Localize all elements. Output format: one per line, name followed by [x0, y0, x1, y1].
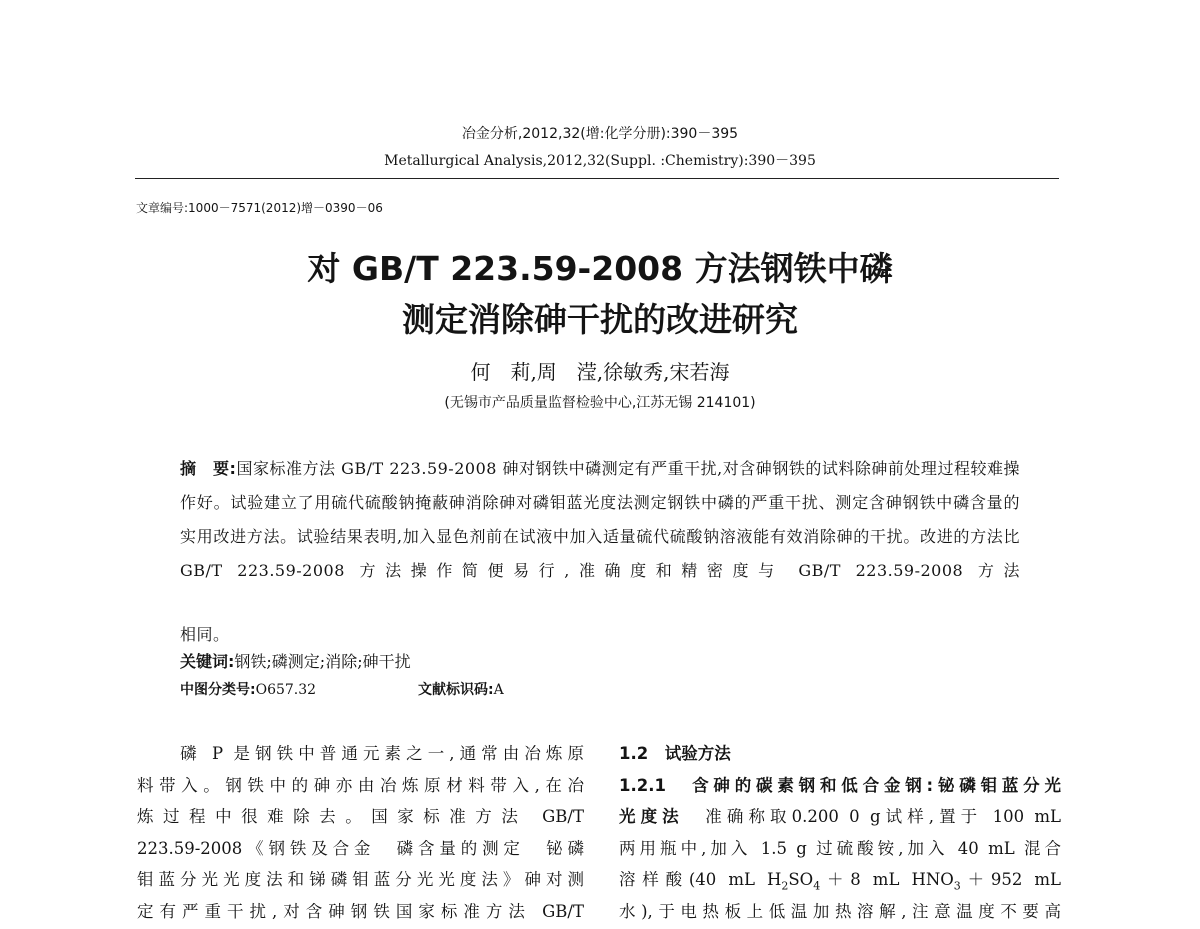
clc-label: 中图分类号:	[180, 682, 256, 698]
paper-title-line-2: 测定消除砷干扰的改进研究	[402, 300, 798, 339]
paper-title-line-1: 对 GB/T 223.59-2008 方法钢铁中磷	[307, 249, 893, 288]
document-code	[418, 679, 504, 699]
section-heading-1-2-1-cont: 光度法	[619, 807, 684, 826]
body-right-text: 准确称取0.200 0 g试样,置于 100 mL	[683, 807, 1061, 826]
formula-part: ＋8 mL HNO	[820, 870, 954, 889]
body-right-line: 水),于电热板上低温加热溶解,注意温度不要高	[619, 901, 1061, 921]
journal-citation-zh: 冶金分析,2012,32(增:化学分册):390－395	[461, 126, 739, 142]
journal-citation-en: Metallurgical Analysis,2012,32(Suppl. :Chemistry):390－395	[384, 153, 816, 169]
subscript: 2	[781, 879, 789, 893]
body-left-line: 定有严重干扰,对含砷钢铁国家标准方法 GB/T	[137, 901, 584, 921]
formula-part: 溶样酸(40 mL H	[619, 870, 782, 889]
header-rule	[135, 178, 1059, 179]
keywords-value: 钢铁;磷测定;消除;砷干扰	[234, 652, 411, 671]
abstract-body: 国家标准方法 GB/T 223.59-2008 砷对钢铁中磷测定有严重干扰,对含砷钢铁的试料除砷前处理过程较难操作好。试验建立了用硫代硫酸钠掩蔽砷消除砷对磷钼蓝光度法测定钢铁中磷的严重干扰、测定含砷钢铁中磷含量的实用改进方法。试验结果表明,加入显色剂前在试液中加入适量硫代硫酸钠溶液能有效消除砷的干扰。改进的方法比 GB/T 223.59-2008 方法操作简便易行,准确度和精密度与 GB/T 223.59-2008 方法	[180, 459, 1020, 580]
section-heading-1-2: 1.2 试验方法	[619, 744, 731, 763]
body-left-line: 223.59-2008《钢铁及合金 磷含量的测定 铋磷	[137, 838, 584, 858]
keywords-label: 关键词:	[180, 652, 235, 671]
authors: 何 莉,周 滢,徐敏秀,宋若海	[470, 360, 730, 384]
doc-code-label: 文献标识码:	[418, 682, 494, 698]
abstract	[180, 452, 1020, 588]
body-left-line: 磷 P 是钢铁中普通元素之一,通常由冶炼原	[137, 744, 584, 763]
abstract-last-line: 相同。	[180, 625, 230, 644]
clc-value: O657.32	[255, 682, 317, 698]
article-number: 文章编号:1000－7571(2012)增－0390－06	[136, 201, 383, 215]
body-left-line: 炼过程中很难除去。国家标准方法 GB/T	[137, 807, 584, 826]
clc-number	[180, 679, 316, 699]
doc-code-value: A	[493, 682, 504, 698]
body-right-column	[619, 738, 1061, 927]
body-left-line: 料带入。钢铁中的砷亦由冶炼原材料带入,在冶	[137, 775, 584, 795]
body-right-line	[619, 801, 1061, 833]
body-right-line: 两用瓶中,加入 1.5 g 过硫酸铵,加入 40 mL 混合	[619, 838, 1061, 858]
body-left-column	[137, 738, 584, 927]
keywords	[180, 649, 411, 672]
section-heading-1-2-1: 1.2.1 含砷的碳素钢和低合金钢:铋磷钼蓝分光	[619, 775, 1061, 795]
affiliation: (无锡市产品质量监督检验中心,江苏无锡 214101)	[444, 395, 756, 411]
subscript: 3	[953, 879, 961, 893]
subscript: 4	[813, 879, 821, 893]
formula-part: SO	[788, 870, 814, 889]
body-left-line: 钼蓝分光光度法和锑磷钼蓝分光光度法》砷对测	[137, 870, 584, 889]
body-right-line	[619, 864, 1061, 896]
abstract-label: 摘 要:	[180, 459, 237, 478]
formula-part: ＋952 mL	[960, 870, 1061, 889]
